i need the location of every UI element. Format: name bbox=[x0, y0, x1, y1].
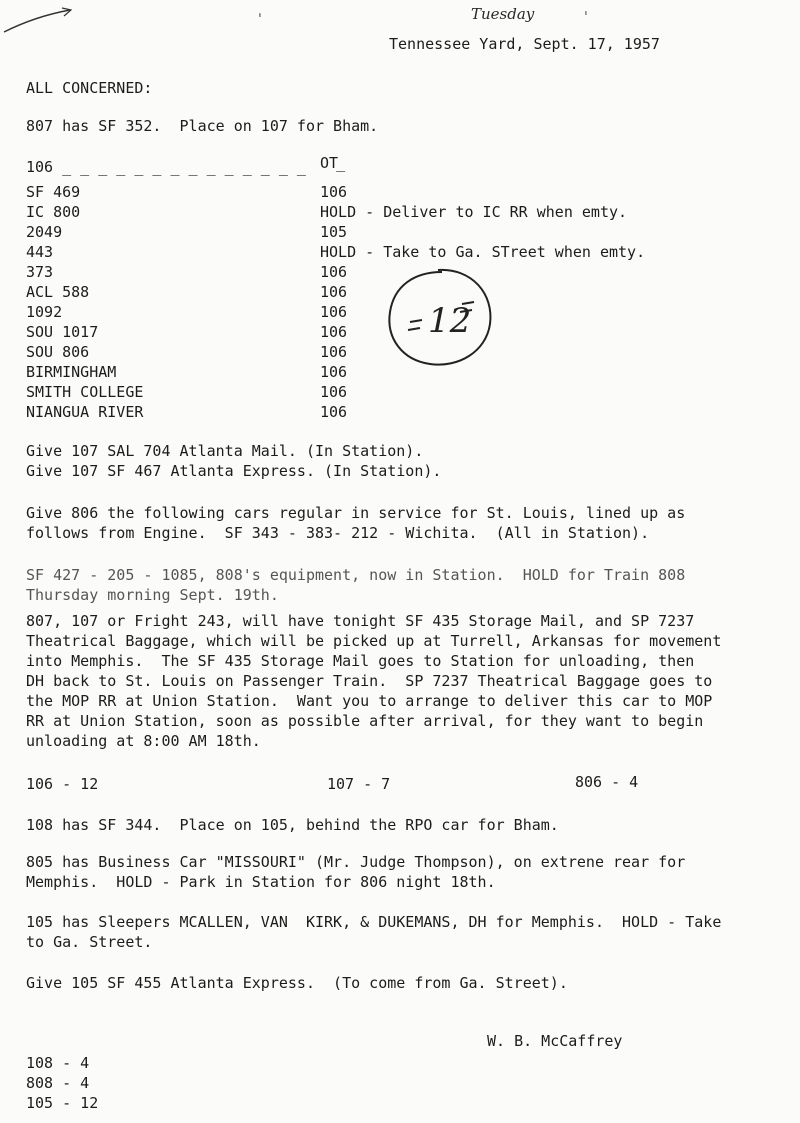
instruction-sf427-line1: SF 427 - 205 - 1085, 808's equipment, now in Station. HOLD for Train 808 bbox=[26, 566, 686, 584]
intro-line: 807 has SF 352. Place on 107 for Bham. bbox=[26, 117, 379, 135]
instruction-give-806-line2: follows from Engine. SF 343 - 383- 212 - Wichita. (All in Station). bbox=[26, 524, 650, 542]
train-assignment: 106 bbox=[320, 363, 348, 381]
table-row bbox=[26, 382, 726, 402]
paragraph-105-line1: 105 has Sleepers MCALLEN, VAN KIRK, & DUKEMANS, DH for Memphis. HOLD - Take bbox=[26, 913, 722, 931]
train-assignment: 106 bbox=[320, 263, 348, 281]
car-id: IC 800 bbox=[26, 203, 81, 221]
train-assignment: 106 bbox=[320, 383, 348, 401]
table-row bbox=[26, 342, 726, 362]
train-assignment: 106 bbox=[320, 283, 348, 301]
instruction-give-806-line1: Give 806 the following cars regular in service for St. Louis, lined up as bbox=[26, 504, 686, 522]
table-row bbox=[26, 262, 726, 282]
train-assignment: 106 bbox=[320, 403, 348, 421]
count-107: 107 - 7 bbox=[327, 775, 391, 793]
car-id: SOU 806 bbox=[26, 343, 90, 361]
train-assignment: 106 bbox=[320, 343, 348, 361]
car-id: 373 bbox=[26, 263, 54, 281]
car-id: BIRMINGHAM bbox=[26, 363, 117, 381]
pen-tick-mark-2: ˈ bbox=[584, 10, 588, 26]
car-id: 1092 bbox=[26, 303, 63, 321]
train-assignment: HOLD - Deliver to IC RR when emty. bbox=[320, 203, 628, 221]
train-assignment: 106 bbox=[320, 303, 348, 321]
train-assignment: 106 bbox=[320, 323, 348, 341]
count-806: 806 - 4 bbox=[575, 773, 639, 791]
salutation: ALL CONCERNED: bbox=[26, 79, 153, 97]
paragraph-108: 108 has SF 344. Place on 105, behind the RPO car for Bham. bbox=[26, 816, 559, 834]
table-row bbox=[26, 242, 726, 262]
table-row bbox=[26, 402, 726, 422]
signature: W. B. McCaffrey bbox=[487, 1032, 623, 1050]
footer-count-108: 108 - 4 bbox=[26, 1054, 90, 1072]
footer-count-808: 808 - 4 bbox=[26, 1074, 90, 1092]
count-106: 106 - 12 bbox=[26, 775, 99, 793]
table-col1-header: 106 _ _ _ _ _ _ _ _ _ _ _ _ _ _ bbox=[26, 158, 306, 176]
instruction-sf427-line2: Thursday morning Sept. 19th. bbox=[26, 586, 279, 604]
table-row bbox=[26, 302, 726, 322]
paragraph-807-line4: DH back to St. Louis on Passenger Train. SP 7237 Theatrical Baggage goes to bbox=[26, 672, 713, 690]
footer-count-105: 105 - 12 bbox=[26, 1094, 99, 1112]
train-assignment: HOLD - Take to Ga. STreet when emty. bbox=[320, 243, 646, 261]
table-row bbox=[26, 182, 726, 202]
pen-mark-icon bbox=[0, 0, 80, 40]
car-id: 443 bbox=[26, 243, 54, 261]
car-id: ACL 588 bbox=[26, 283, 90, 301]
table-row bbox=[26, 362, 726, 382]
paragraph-807-line7: unloading at 8:00 AM 18th. bbox=[26, 732, 261, 750]
table-row bbox=[26, 222, 726, 242]
paragraph-807-line3: into Memphis. The SF 435 Storage Mail goes to Station for unloading, then bbox=[26, 652, 695, 670]
train-assignment: 106 bbox=[320, 183, 348, 201]
table-col2-header: OT_ bbox=[320, 154, 346, 172]
instruction-give-107-b: Give 107 SF 467 Atlanta Express. (In Station). bbox=[26, 462, 442, 480]
table-row bbox=[26, 282, 726, 302]
table-row bbox=[26, 202, 726, 222]
handwritten-day: Tuesday bbox=[471, 5, 535, 23]
car-id: 2049 bbox=[26, 223, 63, 241]
train-assignment: 105 bbox=[320, 223, 348, 241]
paragraph-805-line1: 805 has Business Car "MISSOURI" (Mr. Judge Thompson), on extrene rear for bbox=[26, 853, 686, 871]
pen-tick-mark: ˈ bbox=[258, 12, 262, 28]
paragraph-807-line5: the MOP RR at Union Station. Want you to arrange to deliver this car to MOP bbox=[26, 692, 713, 710]
place-and-date: Tennessee Yard, Sept. 17, 1957 bbox=[389, 35, 660, 53]
paragraph-807-line6: RR at Union Station, soon as possible after arrival, for they want to begin bbox=[26, 712, 704, 730]
car-id: NIANGUA RIVER bbox=[26, 403, 144, 421]
car-id: SMITH COLLEGE bbox=[26, 383, 144, 401]
circled-note-icon bbox=[380, 264, 500, 374]
paragraph-805-line2: Memphis. HOLD - Park in Station for 806 night 18th. bbox=[26, 873, 496, 891]
paragraph-105-line2: to Ga. Street. bbox=[26, 933, 153, 951]
paragraph-807-line1: 807, 107 or Fright 243, will have tonight SF 435 Storage Mail, and SP 7237 bbox=[26, 612, 695, 630]
car-id: SOU 1017 bbox=[26, 323, 99, 341]
table-row bbox=[26, 322, 726, 342]
circled-note-text: 12 bbox=[428, 301, 472, 341]
instruction-give-105: Give 105 SF 455 Atlanta Express. (To come from Ga. Street). bbox=[26, 974, 568, 992]
car-id: SF 469 bbox=[26, 183, 81, 201]
instruction-give-107-a: Give 107 SAL 704 Atlanta Mail. (In Station). bbox=[26, 442, 424, 460]
paragraph-807-line2: Theatrical Baggage, which will be picked up at Turrell, Arkansas for movement bbox=[26, 632, 722, 650]
